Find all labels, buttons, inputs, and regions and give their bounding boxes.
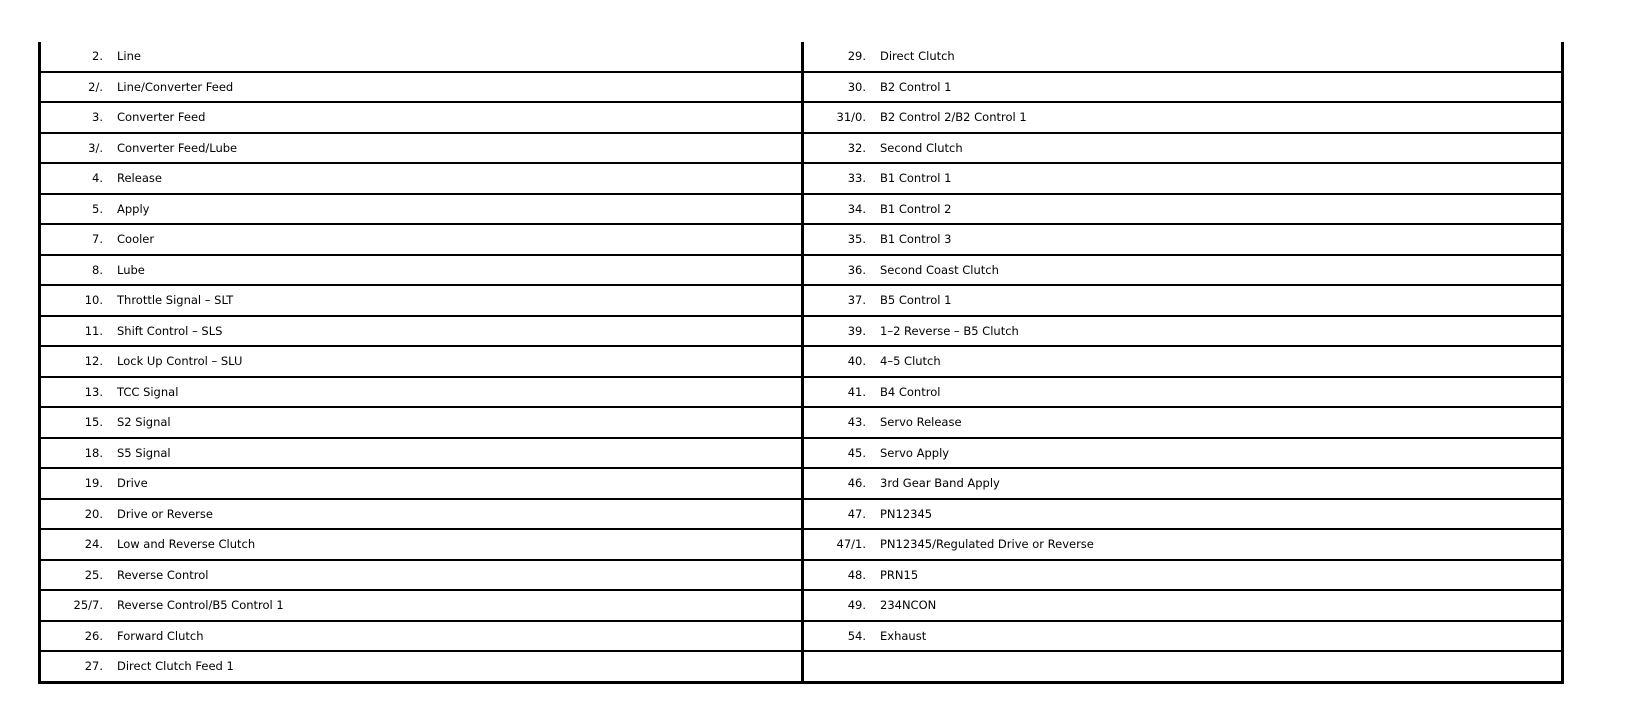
right-circuit-number: 47. — [803, 499, 881, 530]
right-circuit-number: 46. — [803, 468, 881, 499]
left-circuit-label: Lock Up Control – SLU — [117, 346, 803, 377]
left-circuit-number: 13. — [40, 377, 118, 408]
left-circuit-number: 2/. — [40, 72, 118, 103]
left-circuit-number: 15. — [40, 407, 118, 438]
left-circuit-number: 12. — [40, 346, 118, 377]
left-circuit-number: 3. — [40, 102, 118, 133]
left-circuit-label: Apply — [117, 194, 803, 225]
left-circuit-label: S2 Signal — [117, 407, 803, 438]
right-circuit-number — [803, 651, 881, 682]
left-circuit-number: 7. — [40, 224, 118, 255]
right-circuit-number: 34. — [803, 194, 881, 225]
table-row — [40, 438, 1563, 469]
left-circuit-label: Drive — [117, 468, 803, 499]
right-circuit-number: 30. — [803, 72, 881, 103]
legend-body — [40, 42, 1563, 682]
right-circuit-number: 41. — [803, 377, 881, 408]
table-row — [40, 346, 1563, 377]
table-row — [40, 499, 1563, 530]
left-circuit-label: Line/Converter Feed — [117, 72, 803, 103]
left-circuit-number: 25/7. — [40, 590, 118, 621]
left-circuit-label: Forward Clutch — [117, 621, 803, 652]
left-circuit-label: TCC Signal — [117, 377, 803, 408]
left-circuit-label: Drive or Reverse — [117, 499, 803, 530]
right-circuit-label: PN12345/Regulated Drive or Reverse — [880, 529, 1563, 560]
right-circuit-number: 45. — [803, 438, 881, 469]
right-circuit-label: 234NCON — [880, 590, 1563, 621]
table-row — [40, 102, 1563, 133]
table-row — [40, 560, 1563, 591]
right-circuit-number: 36. — [803, 255, 881, 286]
left-circuit-number: 3/. — [40, 133, 118, 164]
table-row — [40, 255, 1563, 286]
right-circuit-label: 1–2 Reverse – B5 Clutch — [880, 316, 1563, 347]
right-circuit-number: 33. — [803, 163, 881, 194]
left-circuit-number: 11. — [40, 316, 118, 347]
left-circuit-label: Direct Clutch Feed 1 — [117, 651, 803, 682]
table-row — [40, 285, 1563, 316]
table-row — [40, 621, 1563, 652]
right-circuit-number: 49. — [803, 590, 881, 621]
right-circuit-label: B2 Control 2/B2 Control 1 — [880, 102, 1563, 133]
table-row — [40, 377, 1563, 408]
right-circuit-number: 39. — [803, 316, 881, 347]
left-circuit-label: Shift Control – SLS — [117, 316, 803, 347]
right-circuit-number: 48. — [803, 560, 881, 591]
table-row — [40, 133, 1563, 164]
right-circuit-label: PN12345 — [880, 499, 1563, 530]
table-row — [40, 42, 1563, 72]
left-circuit-number: 26. — [40, 621, 118, 652]
left-circuit-label: Reverse Control — [117, 560, 803, 591]
left-circuit-number: 18. — [40, 438, 118, 469]
right-circuit-label: Exhaust — [880, 621, 1563, 652]
circuit-legend-table — [38, 42, 1564, 684]
left-circuit-label: Cooler — [117, 224, 803, 255]
right-circuit-label: Second Coast Clutch — [880, 255, 1563, 286]
left-circuit-number: 5. — [40, 194, 118, 225]
left-circuit-label: S5 Signal — [117, 438, 803, 469]
right-circuit-number: 37. — [803, 285, 881, 316]
table-row — [40, 224, 1563, 255]
left-circuit-number: 25. — [40, 560, 118, 591]
right-circuit-number: 35. — [803, 224, 881, 255]
right-circuit-number: 32. — [803, 133, 881, 164]
right-circuit-label: Direct Clutch — [880, 42, 1563, 72]
right-circuit-label: B1 Control 2 — [880, 194, 1563, 225]
left-circuit-number: 2. — [40, 42, 118, 72]
left-circuit-label: Converter Feed/Lube — [117, 133, 803, 164]
left-circuit-number: 20. — [40, 499, 118, 530]
right-circuit-label — [880, 651, 1563, 682]
left-circuit-label: Reverse Control/B5 Control 1 — [117, 590, 803, 621]
left-circuit-number: 8. — [40, 255, 118, 286]
table-row — [40, 529, 1563, 560]
table-row — [40, 407, 1563, 438]
left-circuit-number: 27. — [40, 651, 118, 682]
left-circuit-number: 4. — [40, 163, 118, 194]
left-circuit-number: 10. — [40, 285, 118, 316]
table-row — [40, 194, 1563, 225]
right-circuit-number: 29. — [803, 42, 881, 72]
right-circuit-label: Servo Apply — [880, 438, 1563, 469]
right-circuit-label: B5 Control 1 — [880, 285, 1563, 316]
right-circuit-label: PRN15 — [880, 560, 1563, 591]
left-circuit-label: Converter Feed — [117, 102, 803, 133]
left-circuit-number: 24. — [40, 529, 118, 560]
left-circuit-label: Lube — [117, 255, 803, 286]
table-row — [40, 651, 1563, 682]
right-circuit-label: B1 Control 1 — [880, 163, 1563, 194]
left-circuit-label: Release — [117, 163, 803, 194]
table-row — [40, 316, 1563, 347]
table-row — [40, 468, 1563, 499]
right-circuit-label: Second Clutch — [880, 133, 1563, 164]
left-circuit-label: Throttle Signal – SLT — [117, 285, 803, 316]
table-row — [40, 163, 1563, 194]
right-circuit-label: Servo Release — [880, 407, 1563, 438]
right-circuit-label: 4–5 Clutch — [880, 346, 1563, 377]
right-circuit-number: 54. — [803, 621, 881, 652]
right-circuit-number: 40. — [803, 346, 881, 377]
left-circuit-label: Line — [117, 42, 803, 72]
right-circuit-number: 47/1. — [803, 529, 881, 560]
right-circuit-label: 3rd Gear Band Apply — [880, 468, 1563, 499]
table-row — [40, 590, 1563, 621]
left-circuit-number: 19. — [40, 468, 118, 499]
table-row — [40, 72, 1563, 103]
right-circuit-number: 43. — [803, 407, 881, 438]
right-circuit-label: B4 Control — [880, 377, 1563, 408]
left-circuit-label: Low and Reverse Clutch — [117, 529, 803, 560]
right-circuit-label: B1 Control 3 — [880, 224, 1563, 255]
right-circuit-label: B2 Control 1 — [880, 72, 1563, 103]
right-circuit-number: 31/0. — [803, 102, 881, 133]
